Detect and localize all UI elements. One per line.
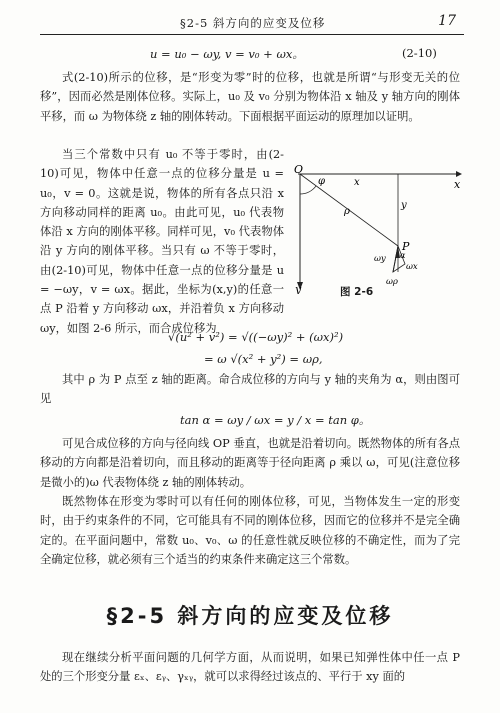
paragraph-2: 当三个常数中只有 u₀ 不等于零时，由(2-10)可见，物体中任意一点的位移分量是 u = u₀，v = 0。这就是说，物体的所有各点只沿 x 方向移动同样的距离 u₀。由此可见，u₀ 代表物体沿 x 方向的刚体平移。同样可见，v₀ 代表物体沿 y 方向的刚体平移。当只有 ω 不等于零时，由(2-10)可见，物体中任意一点的位移分量是 u = −ωy，v = ωx。据此，坐标为(x,y)的任意一点 P 沿着 y 方向移动 ωx，并沿着负 x 方向移动 ωy，如图 2-6 所示，而合成位移为 xyxy=(40,148,284,335)
paragraph-1: 式(2-10)所示的位移，是“形变为零”时的位移，也就是所谓“与形变无关的位移”，因而必然是刚体位移。实际上，u₀ 及 v₀ 分别为物体沿 x 轴及 y 轴方向的刚体平移，而 ω 为物体绕 z 轴的刚体转动。下面根据平面运动的原理加以证明。 xyxy=(40,71,460,123)
header-section-title: §2-5 斜方向的应变及位移 xyxy=(180,16,326,30)
section-heading: §2-5 斜方向的应变及位移 xyxy=(106,604,394,628)
label-omega-x: ωx xyxy=(406,262,418,272)
paragraph-4: 可见合成位移的方向与径向线 OP 垂直，也就是沿着切向。既然物体的所有各点移动的方向都是沿着切向，而且移动的距离等于径向距离 ρ 乘以 ω，可见(注意位移是微小的)ω 代表物体绕 z 轴的刚体转动。 xyxy=(40,437,460,489)
equation-tan-alpha: tan α = ωy / ωx = y / x = tan φ。 xyxy=(180,413,371,427)
equation-resultant-line2: = ω √(x² + y²) = ωρ, xyxy=(204,352,323,366)
label-point-p: P xyxy=(402,240,410,253)
label-alpha: α xyxy=(400,251,406,260)
figure-caption: 图 2-6 xyxy=(340,286,374,298)
paragraph-5: 既然物体在形变为零时可以有任何的刚体位移，可见，当物体发生一定的形变时，由于约束条件的不同，它可能具有不同的刚体位移，因而它的位移并不是完全确定的。在平面问题中，常数 u₀、v₀、ω 的任意性就反映位移的不确定性，而为了完全确定位移，就必须有三个适当的约束条件来确定这三个常数。 xyxy=(40,495,460,566)
label-phi: φ xyxy=(318,176,326,187)
equation-resultant-line1: √(u² + v²) = √((−ωy)² + (ωx)²) xyxy=(168,330,344,344)
label-x-distance: x xyxy=(354,177,360,188)
label-origin: O xyxy=(294,164,304,176)
label-y-axis: y xyxy=(295,283,302,294)
paragraph-3: 其中 ρ 为 P 点至 z 轴的距离。命合成位移的方向与 y 轴的夹角为 α，则由图可见 xyxy=(40,373,460,406)
running-header xyxy=(40,12,464,35)
page-number: 17 xyxy=(438,13,456,29)
figure-2-6-diagram xyxy=(294,164,464,294)
label-omega-y: ωy xyxy=(374,254,386,264)
equation-2-10: u = u₀ − ωy, v = v₀ + ωx。 xyxy=(150,47,304,61)
label-y-distance: y xyxy=(401,200,407,211)
label-omega-rho: ωρ xyxy=(386,277,398,287)
paragraph-6: 现在继续分析平面问题的几何学方面，从而说明，如果已知弹性体中任一点 P 处的三个形变分量 εₓ、εᵧ、γₓᵧ，就可以求得经过该点的、平行于 xy 面的 xyxy=(40,651,460,684)
label-x-axis: x xyxy=(454,178,461,191)
label-rho: ρ xyxy=(344,206,350,217)
equation-number: (2-10) xyxy=(402,46,437,60)
